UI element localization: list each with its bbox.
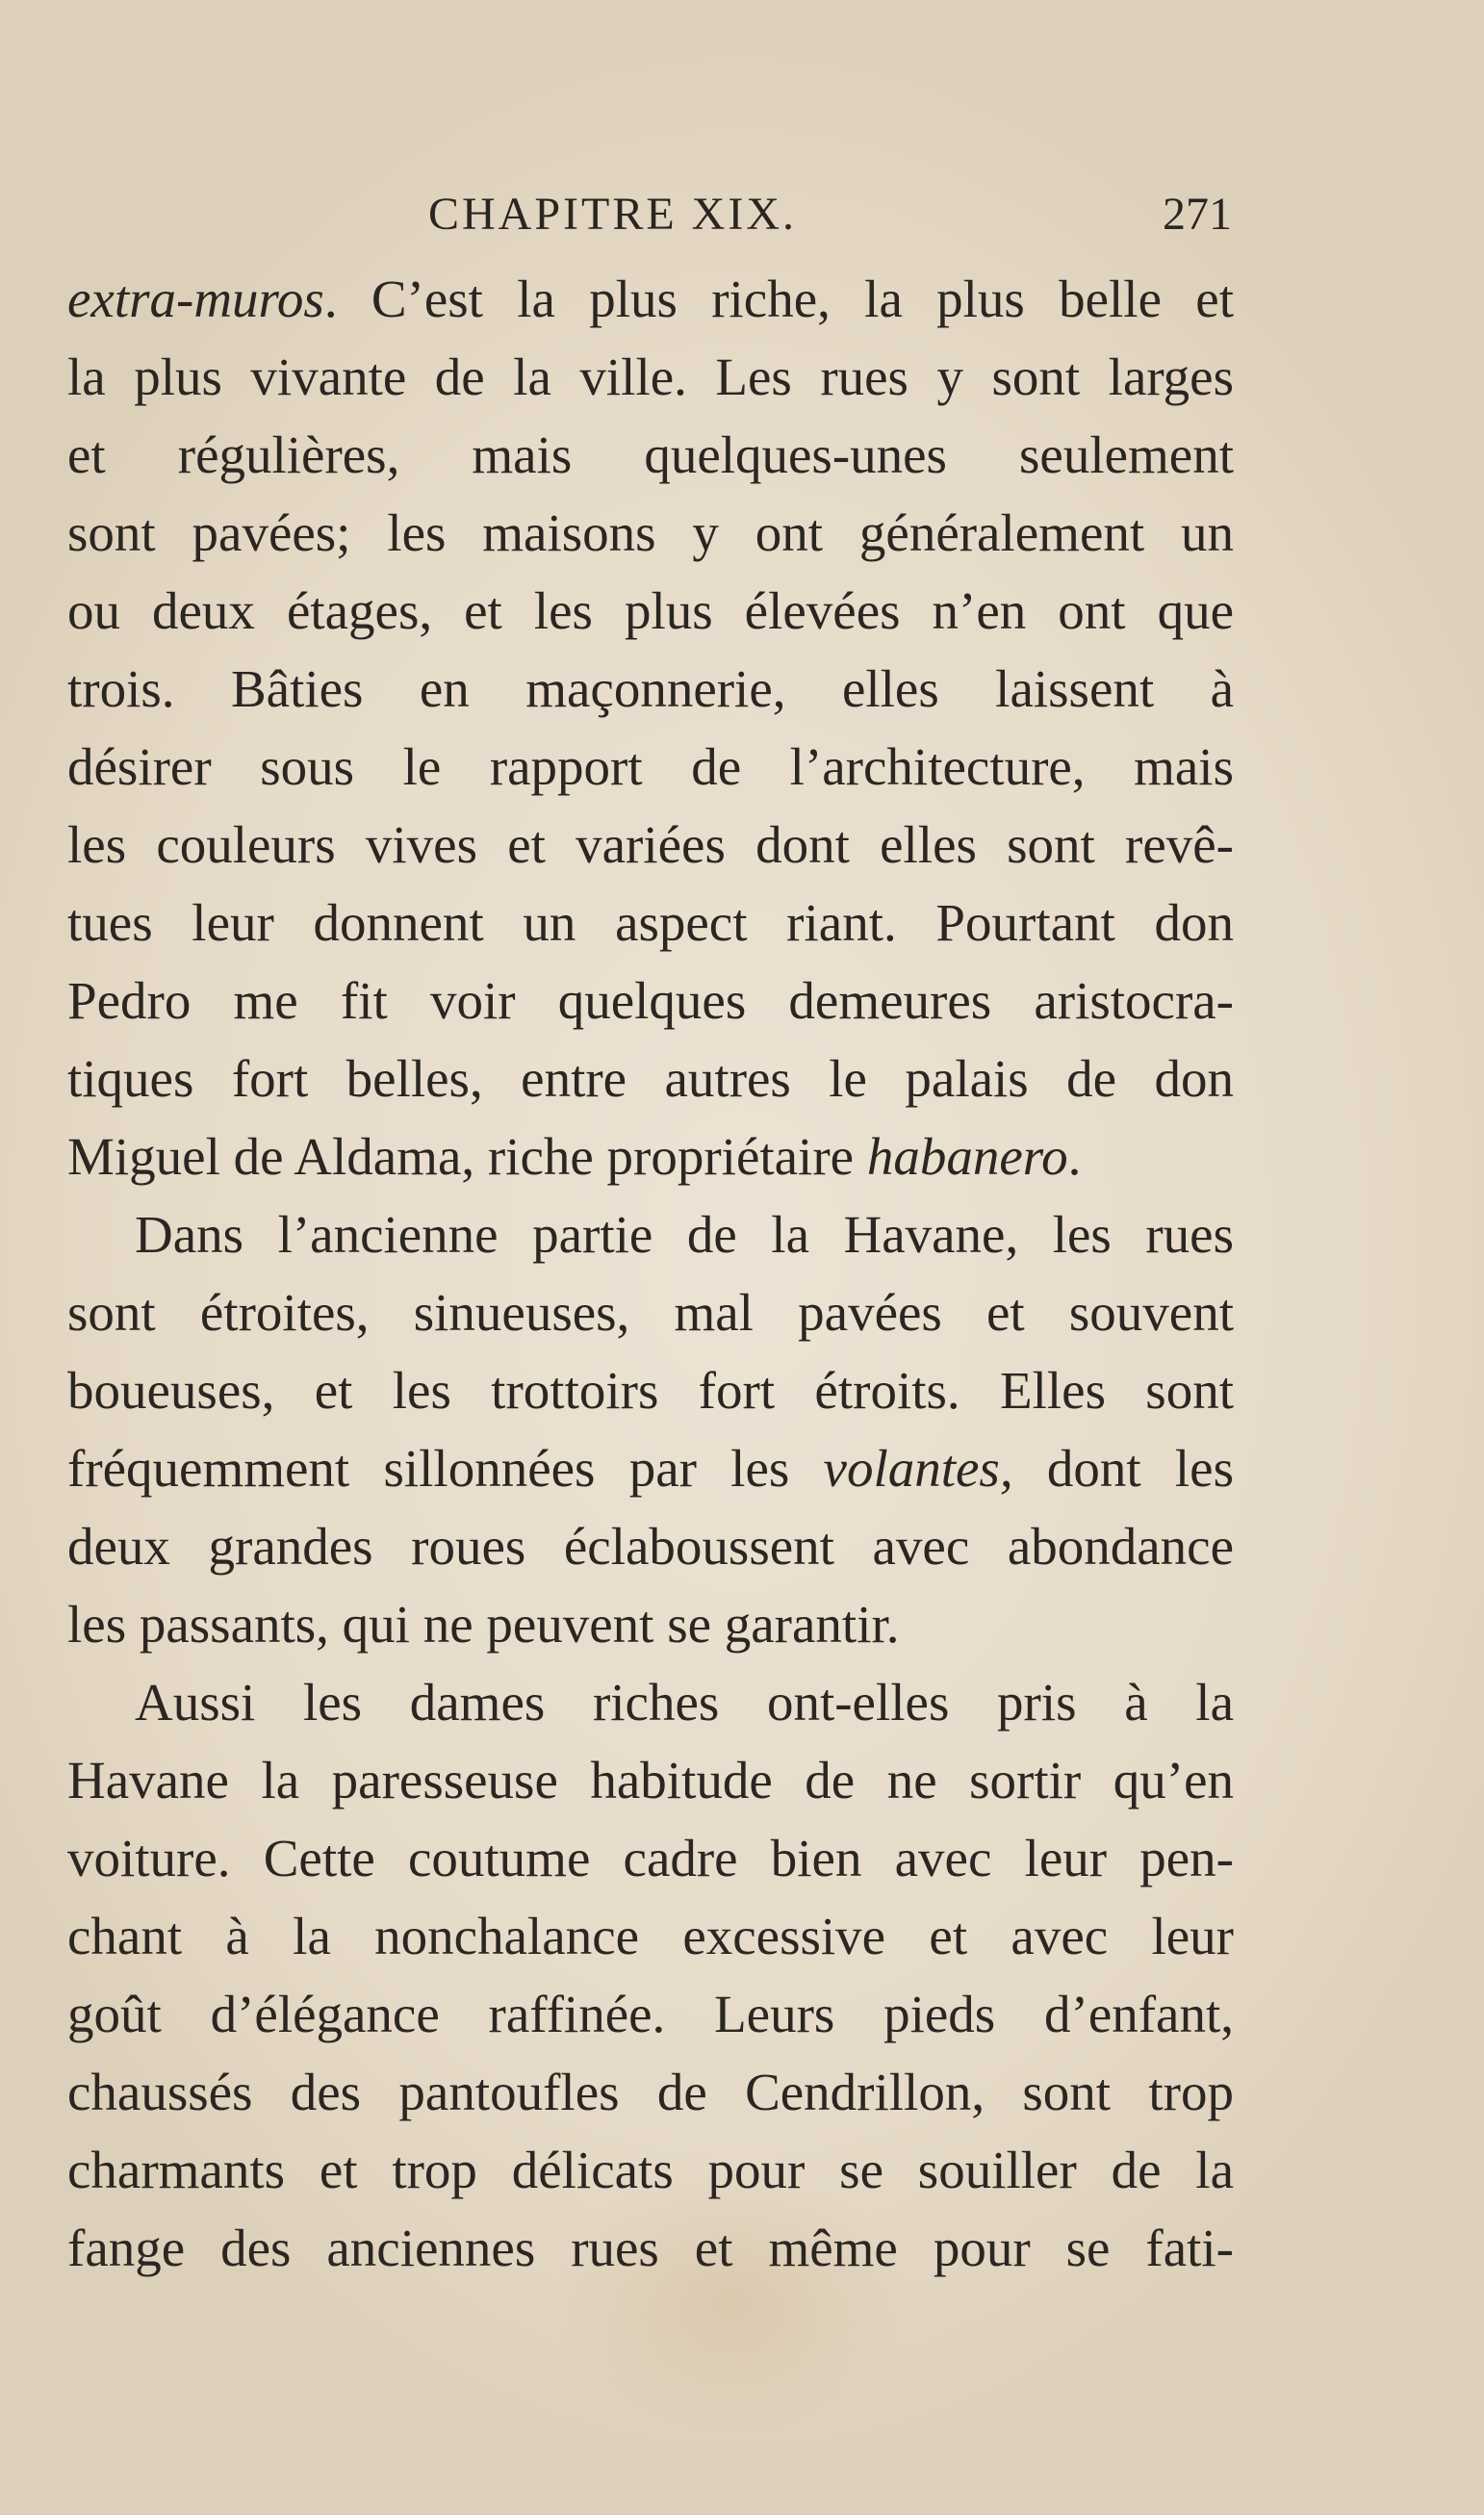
running-title: CHAPITRE XIX. [428, 189, 797, 240]
text-line: fréquemment sillonnées par les volantes, dont les [67, 1439, 1234, 1498]
text-line: Aussi les dames riches ont-elles pris à la [135, 1673, 1234, 1732]
text-line: goût d’élégance raffinée. Leurs pieds d’enfant, [67, 1985, 1234, 2043]
page-header [67, 188, 1232, 245]
text-line: boueuses, et les trottoirs fort étroits. Elles sont [67, 1361, 1234, 1420]
text-line: trois. Bâties en maçonnerie, elles laissent à [67, 659, 1234, 718]
text-line: voiture. Cette coutume cadre bien avec leur pen- [67, 1829, 1234, 1887]
text-line: sont pavées; les maisons y ont généralement un [67, 503, 1234, 562]
text-line: Miguel de Aldama, riche propriétaire habanero. [67, 1127, 1082, 1186]
text-line: sont étroites, sinueuses, mal pavées et souvent [67, 1283, 1234, 1342]
text-line: la plus vivante de la ville. Les rues y sont larges [67, 347, 1234, 406]
italic-term: volantes, [823, 1439, 1013, 1498]
text-line: extra-muros. C’est la plus riche, la plus belle et [67, 269, 1234, 328]
text-line: les passants, qui ne peuvent se garantir. [67, 1595, 900, 1654]
text-line: et régulières, mais quelques-unes seulement [67, 425, 1234, 484]
text-line: chaussés des pantoufles de Cendrillon, sont trop [67, 2063, 1234, 2121]
text-line: tues leur donnent un aspect riant. Pourtant don [67, 893, 1234, 952]
italic-term: habanero [866, 1127, 1068, 1186]
text-line: désirer sous le rapport de l’architecture, mais [67, 737, 1234, 796]
text-line: les couleurs vives et variées dont elles sont revê- [67, 815, 1234, 874]
italic-term: extra-muros [67, 269, 324, 328]
page-number: 271 [1163, 189, 1232, 240]
text-line: fange des anciennes rues et même pour se fati- [67, 2219, 1234, 2277]
text-line: charmants et trop délicats pour se souiller de la [67, 2141, 1234, 2199]
text-line: ou deux étages, et les plus élevées n’en ont que [67, 581, 1234, 640]
text-line: Dans l’ancienne partie de la Havane, les rues [135, 1205, 1234, 1264]
text-line: Havane la paresseuse habitude de ne sortir qu’en [67, 1751, 1234, 1809]
text-line: tiques fort belles, entre autres le palais de don [67, 1049, 1234, 1108]
body-text [67, 260, 1234, 2287]
text-line: chant à la nonchalance excessive et avec leur [67, 1907, 1234, 1965]
text-line: Pedro me fit voir quelques demeures aristocra- [67, 971, 1234, 1030]
text-line: deux grandes roues éclaboussent avec abondance [67, 1517, 1234, 1576]
